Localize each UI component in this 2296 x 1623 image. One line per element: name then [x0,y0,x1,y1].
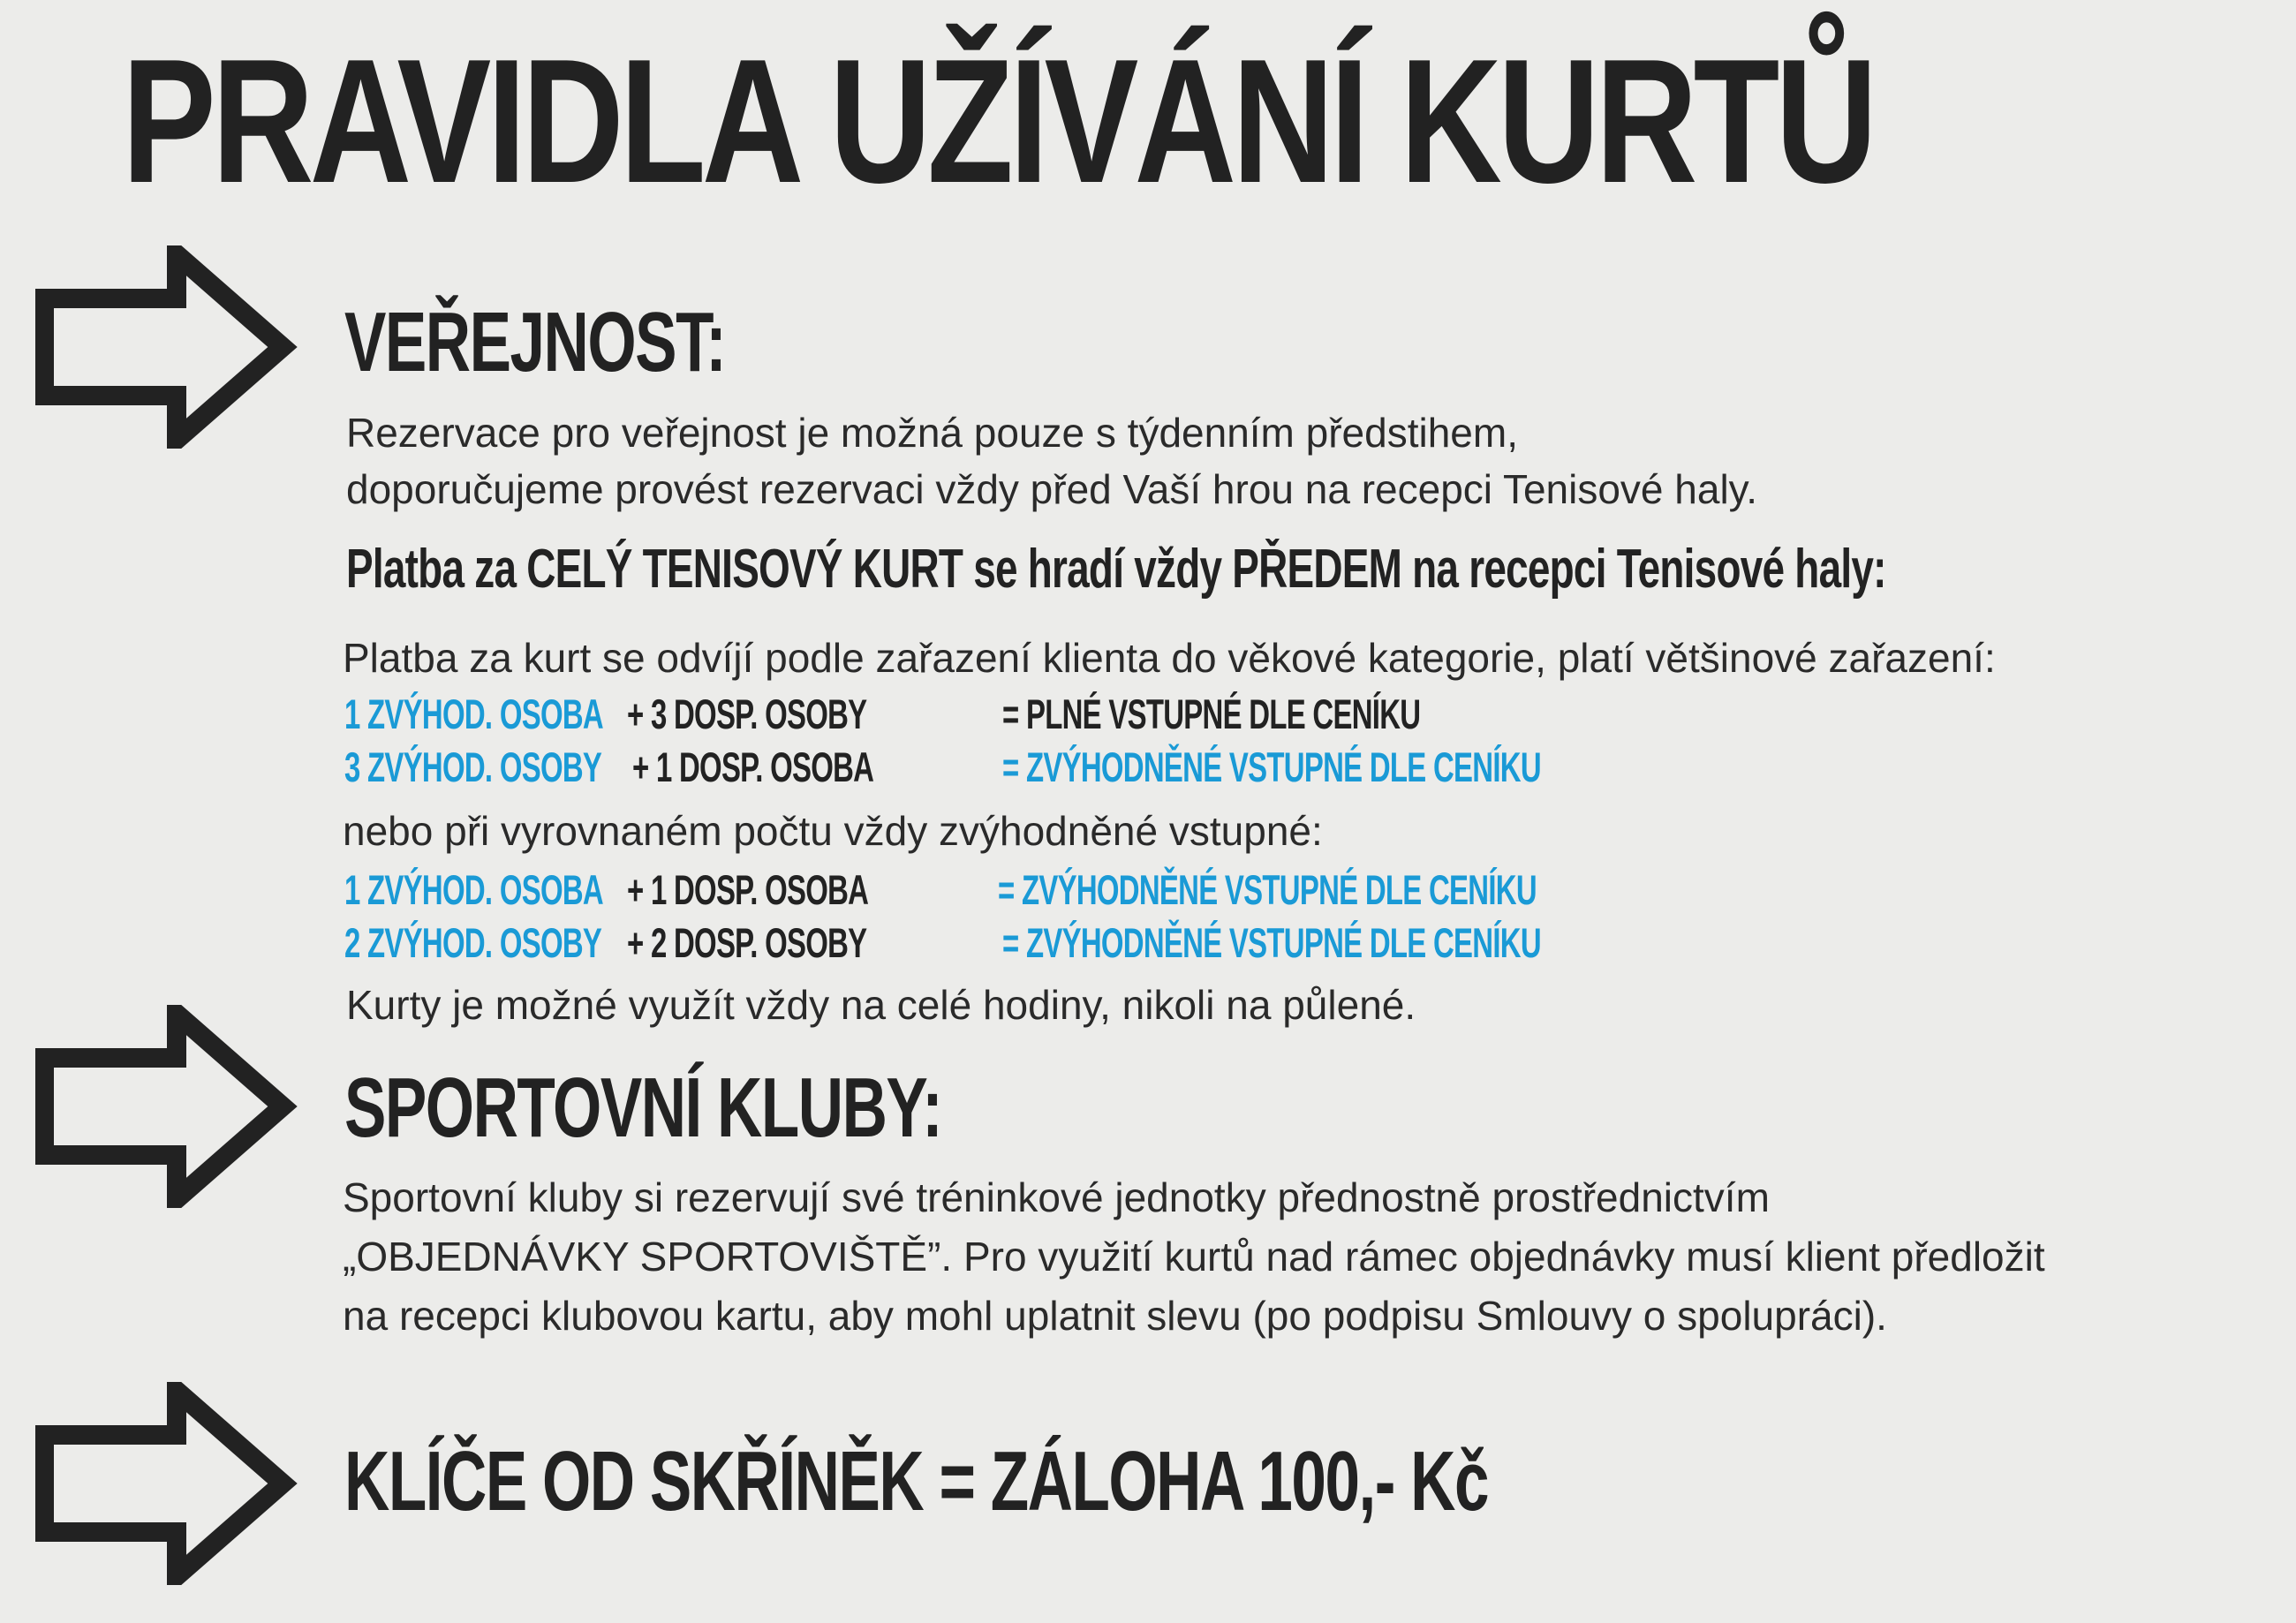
clubs-line2: „OBJEDNÁVKY SPORTOVIŠTĚ”. Pro využití kurtů nad rámec objednávky musí klient předložit [343,1234,2045,1280]
section-heading-public: VEŘEJNOST: [344,295,726,389]
row-b1-discount: 1 ZVÝHOD. OSOBA [344,866,603,913]
section-heading-keys: KLÍČE OD SKŘÍNĚK = ZÁLOHA 100,- Kč [344,1434,1489,1529]
page-title: PRAVIDLA UŽÍVÁNÍ KURTŮ [122,23,1874,220]
payment-heading: Platba za CELÝ TENISOVÝ KURT se hradí vždy PŘEDEM na recepci Tenisové haly: [346,539,1886,600]
row-b2-result: = ZVÝHODNĚNÉ VSTUPNÉ DLE CENÍKU [1002,919,1541,966]
hours-text: Kurty je možné využít vždy na celé hodiny, nikoli na půlené. [346,982,1416,1028]
category-text: Platba za kurt se odvíjí podle zařazení klienta do věkové kategorie, platí většinové zařazení: [343,635,1996,681]
row-b1-adults: + 1 DOSP. OSOBA [627,866,869,913]
equal-count-text: nebo při vyrovnaném počtu vždy zvýhodněné vstupné: [343,808,1323,854]
row-a1-discount: 1 ZVÝHOD. OSOBA [344,691,603,737]
row-a2-result: = ZVÝHODNĚNÉ VSTUPNÉ DLE CENÍKU [1002,744,1541,790]
clubs-line1: Sportovní kluby si rezervují své tréninkové jednotky přednostně prostřednictvím [343,1174,1770,1220]
row-a1-result: = PLNÉ VSTUPNÉ DLE CENÍKU [1002,691,1421,737]
row-a1-adults: + 3 DOSP. OSOBY [627,691,867,737]
right-arrow-icon [35,1382,300,1585]
row-a2-discount: 3 ZVÝHOD. OSOBY [344,744,602,790]
right-arrow-icon [35,1005,300,1208]
clubs-line3: na recepci klubovou kartu, aby mohl uplatnit slevu (po podpisu Smlouvy o spolupráci). [343,1293,1887,1339]
row-a2-adults: + 1 DOSP. OSOBA [632,744,874,790]
row-b2-adults: + 2 DOSP. OSOBY [627,919,867,966]
row-b1-result: = ZVÝHODNĚNÉ VSTUPNÉ DLE CENÍKU [998,866,1537,913]
section-heading-clubs: SPORTOVNÍ KLUBY: [344,1061,942,1155]
right-arrow-icon [35,245,300,449]
public-intro-line1: Rezervace pro veřejnost je možná pouze s týdenním předstihem, [346,410,1518,456]
row-b2-discount: 2 ZVÝHOD. OSOBY [344,919,602,966]
public-intro-line2: doporučujeme provést rezervaci vždy před Vaší hrou na recepci Tenisové haly. [346,466,1758,512]
